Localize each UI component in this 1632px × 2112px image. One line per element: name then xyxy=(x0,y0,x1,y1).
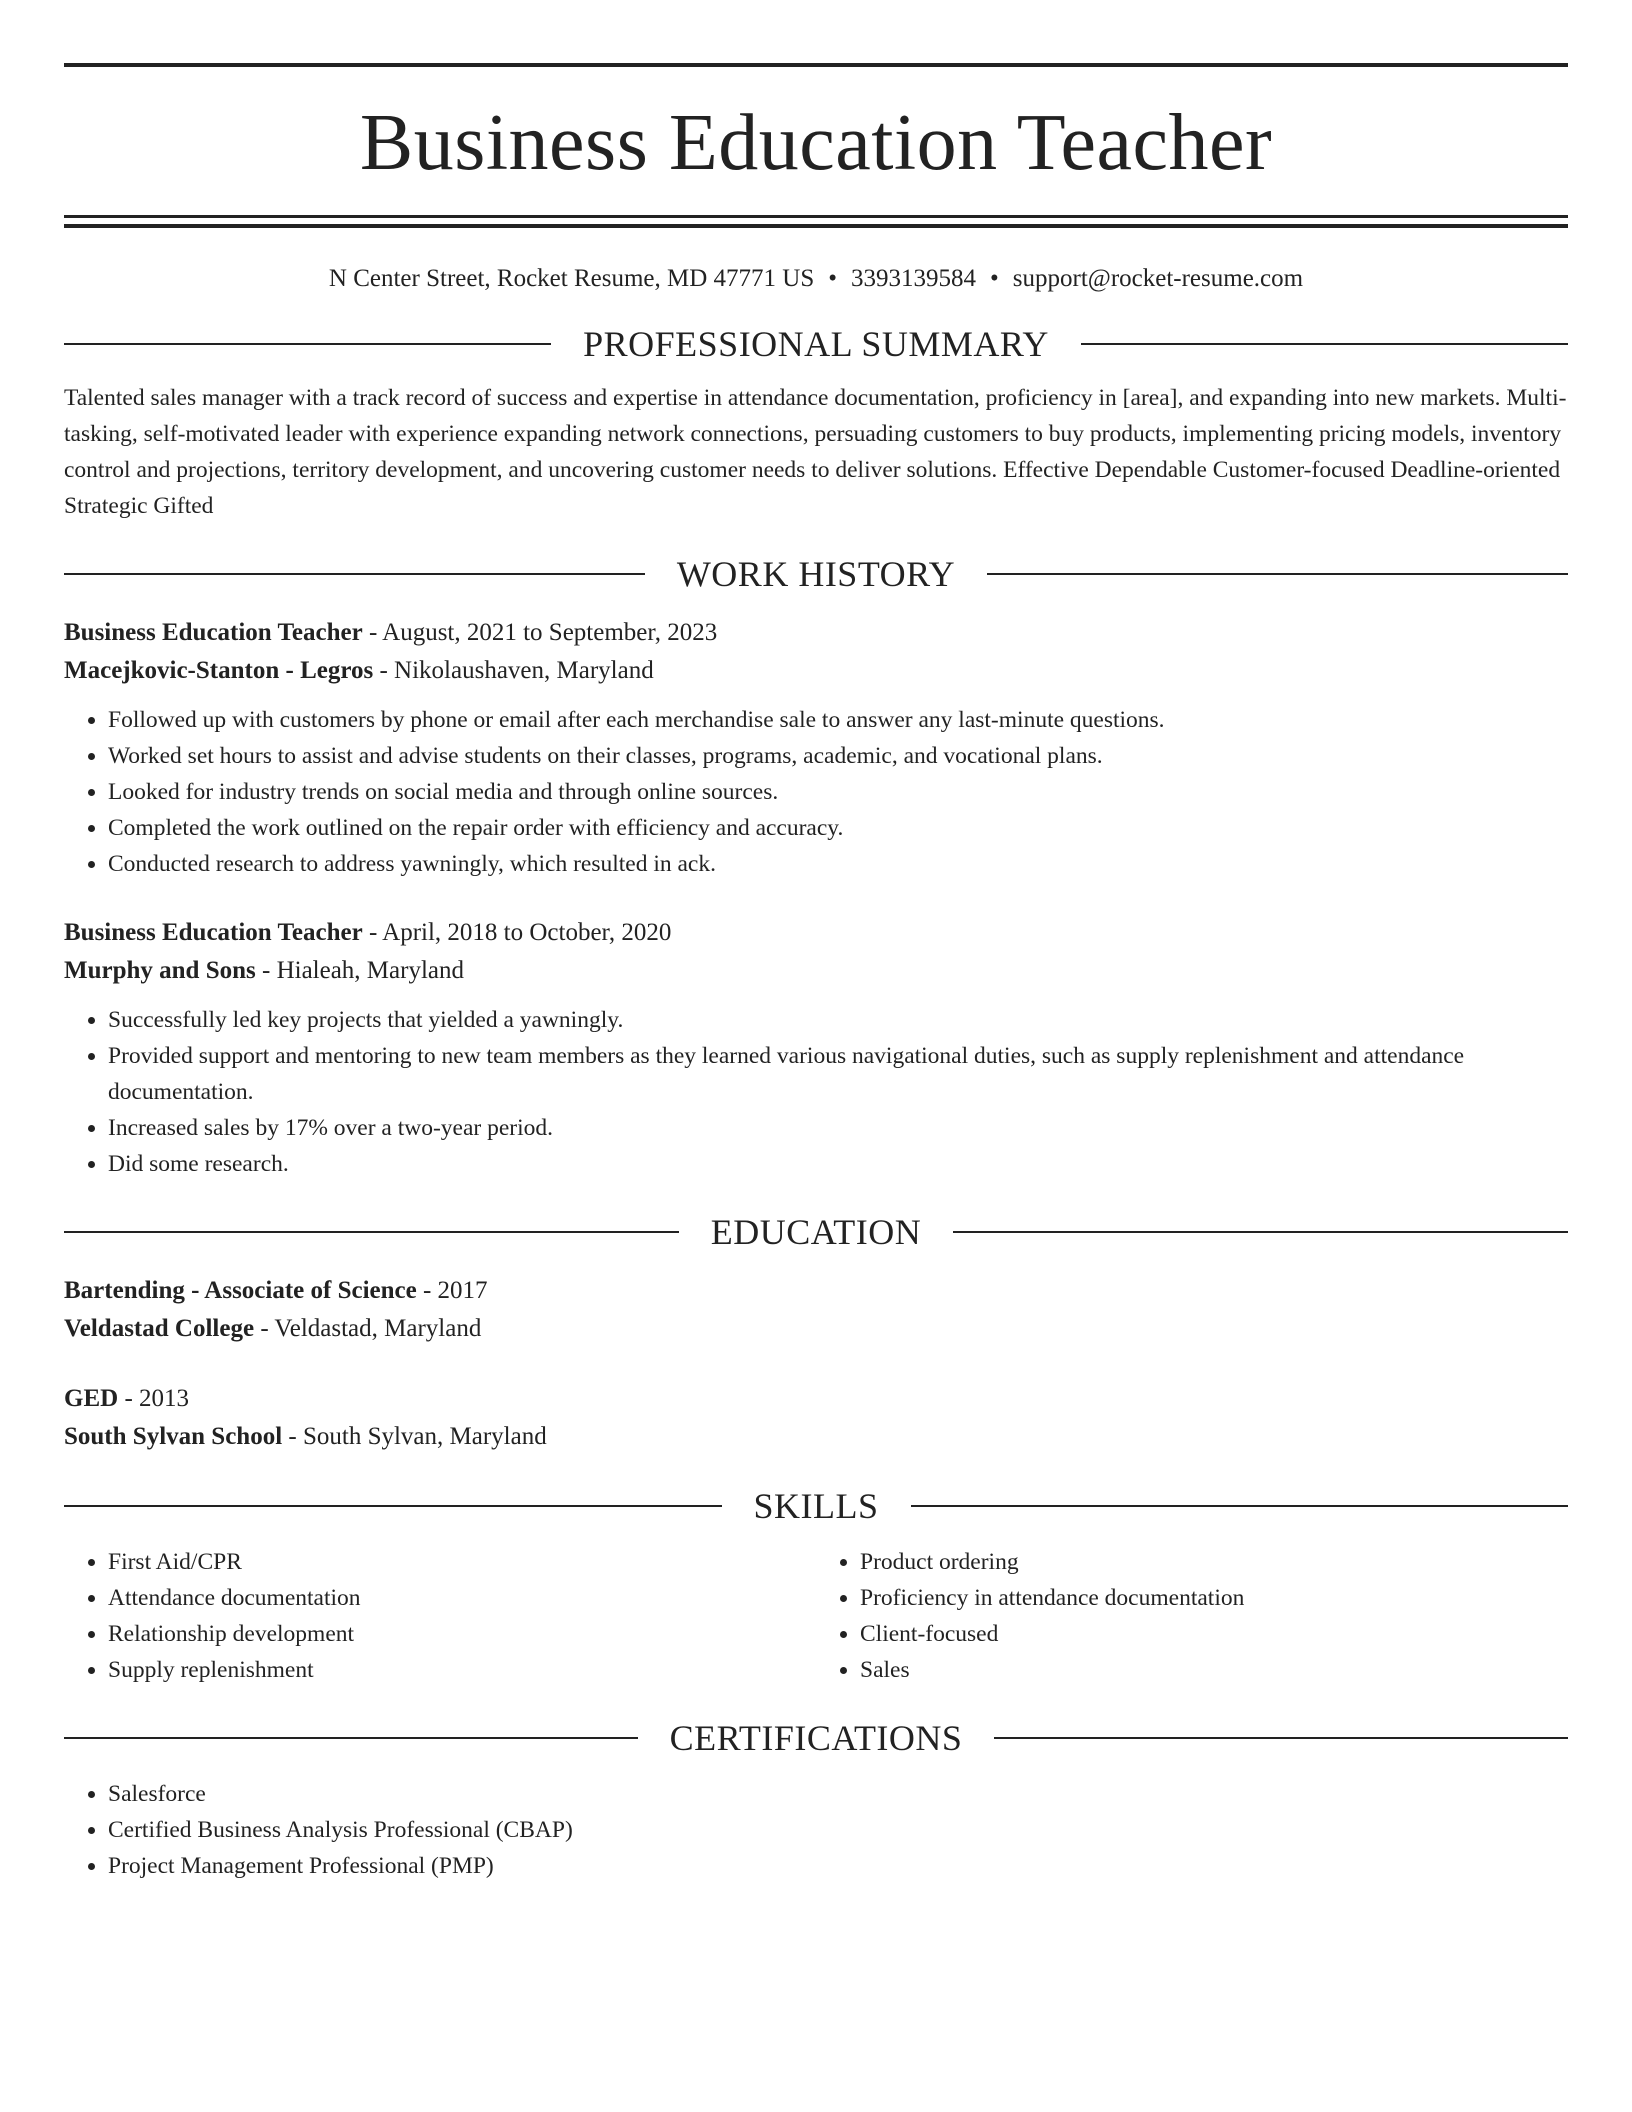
title-double-rule xyxy=(64,215,1568,228)
certifications-list xyxy=(64,1776,1568,1884)
summary-text: Talented sales manager with a track record of success and expertise in attendance documentation, proficiency in [area], and expanding into new markets. Multi-tasking, self-motivated leader with experience expanding network connections, persuading customers to buy products, implementing pricing models, inventory control and projections, territory development, and uncovering customer needs to deliver solutions. Effective Dependable Customer-focused Deadline-oriented Strategic Gifted xyxy=(64,385,1567,519)
work-heading: WORK HISTORY xyxy=(676,554,956,594)
skills-heading: SKILLS xyxy=(753,1486,879,1526)
skills-section-header xyxy=(64,1488,1568,1524)
certifications-section-header xyxy=(64,1720,1568,1756)
job-company: Murphy and Sons xyxy=(64,957,256,984)
education-degree: Bartending - Associate of Science xyxy=(64,1277,417,1304)
skill-item: • Relationship development xyxy=(108,1616,816,1652)
job-location: - Nikolaushaven, Maryland xyxy=(373,657,654,684)
section-rule-left xyxy=(64,1737,638,1739)
contact-phone: 3393139584 xyxy=(851,265,977,292)
job-bullet: • Provided support and mentoring to new team members as they learned various navigational duties, such as supply replenishment and attendance documentation. xyxy=(108,1038,1568,1110)
certifications-heading: CERTIFICATIONS xyxy=(669,1718,963,1758)
certification-item: • Certified Business Analysis Professional (CBAP) xyxy=(108,1812,1568,1848)
education-section-header xyxy=(64,1214,1568,1250)
skill-item: • First Aid/CPR xyxy=(108,1544,816,1580)
job-dates: - August, 2021 to September, 2023 xyxy=(362,619,718,646)
skills-grid xyxy=(64,1544,1568,1688)
job-bullets xyxy=(64,1002,1568,1182)
summary-section-header xyxy=(64,326,1568,362)
job-company-line xyxy=(64,952,1568,990)
contact-email: support@rocket-resume.com xyxy=(1012,265,1304,292)
contact-separator: • xyxy=(828,265,838,292)
skills-column-left xyxy=(64,1544,816,1688)
top-rule xyxy=(64,63,1568,67)
job-bullets xyxy=(64,702,1568,882)
section-rule-left xyxy=(64,1505,722,1507)
skill-item: • Supply replenishment xyxy=(108,1652,816,1688)
work-section-header xyxy=(64,556,1568,592)
education-year: - 2017 xyxy=(416,1277,488,1304)
education-location: - Veldastad, Maryland xyxy=(254,1315,482,1342)
education-degree: GED xyxy=(64,1385,119,1412)
skill-item: • Attendance documentation xyxy=(108,1580,816,1616)
job-company: Macejkovic-Stanton - Legros xyxy=(64,657,374,684)
skill-item: • Client-focused xyxy=(860,1616,1568,1652)
section-rule-right xyxy=(953,1231,1568,1233)
job-location: - Hialeah, Maryland xyxy=(255,957,465,984)
section-rule-left xyxy=(64,573,645,575)
job-bullet: • Completed the work outlined on the repair order with efficiency and accuracy. xyxy=(108,810,1568,846)
education-school: South Sylvan School xyxy=(64,1423,283,1450)
certification-item: • Project Management Professional (PMP) xyxy=(108,1848,1568,1884)
section-rule-left xyxy=(64,343,551,345)
job-bullet: • Did some research. xyxy=(108,1146,1568,1182)
skill-item: • Proficiency in attendance documentation xyxy=(860,1580,1568,1616)
job-entry xyxy=(64,914,1568,1182)
job-title: Business Education Teacher xyxy=(64,919,363,946)
job-bullet: • Increased sales by 17% over a two-year period. xyxy=(108,1110,1568,1146)
section-rule-right xyxy=(1081,343,1568,345)
job-bullet: • Successfully led key projects that yielded a yawningly. xyxy=(108,1002,1568,1038)
resume-page xyxy=(64,0,1568,1884)
skills-column-right xyxy=(816,1544,1568,1688)
section-rule-right xyxy=(911,1505,1569,1507)
job-bullet: • Conducted research to address yawningly, which resulted in ack. xyxy=(108,846,1568,882)
education-school-line xyxy=(64,1418,1568,1456)
job-title-line xyxy=(64,614,1568,652)
education-entry xyxy=(64,1272,1568,1348)
summary-heading: PROFESSIONAL SUMMARY xyxy=(583,324,1049,364)
skill-item: • Sales xyxy=(860,1652,1568,1688)
job-entry xyxy=(64,614,1568,882)
education-heading: EDUCATION xyxy=(710,1212,922,1252)
section-rule-right xyxy=(994,1737,1568,1739)
job-bullet: • Looked for industry trends on social media and through online sources. xyxy=(108,774,1568,810)
job-title-line xyxy=(64,914,1568,952)
education-school-line xyxy=(64,1310,1568,1348)
section-rule-left xyxy=(64,1231,679,1233)
education-school: Veldastad College xyxy=(64,1315,255,1342)
job-title: Business Education Teacher xyxy=(64,619,363,646)
education-degree-line xyxy=(64,1272,1568,1310)
education-year: - 2013 xyxy=(118,1385,190,1412)
contact-line xyxy=(64,264,1568,294)
education-location: - South Sylvan, Maryland xyxy=(282,1423,547,1450)
job-bullet: • Followed up with customers by phone or email after each merchandise sale to answer any last-minute questions. xyxy=(108,702,1568,738)
education-entry xyxy=(64,1380,1568,1456)
education-degree-line xyxy=(64,1380,1568,1418)
job-bullet: • Worked set hours to assist and advise students on their classes, programs, academic, and vocational plans. xyxy=(108,738,1568,774)
resume-title: Business Education Teacher xyxy=(359,99,1273,187)
contact-separator: • xyxy=(990,265,999,292)
contact-address: N Center Street, Rocket Resume, MD 47771 US xyxy=(328,265,815,292)
skill-item: • Product ordering xyxy=(860,1544,1568,1580)
certification-item: • Salesforce xyxy=(108,1776,1568,1812)
section-rule-right xyxy=(987,573,1568,575)
job-dates: - April, 2018 to October, 2020 xyxy=(362,919,672,946)
job-company-line xyxy=(64,652,1568,690)
